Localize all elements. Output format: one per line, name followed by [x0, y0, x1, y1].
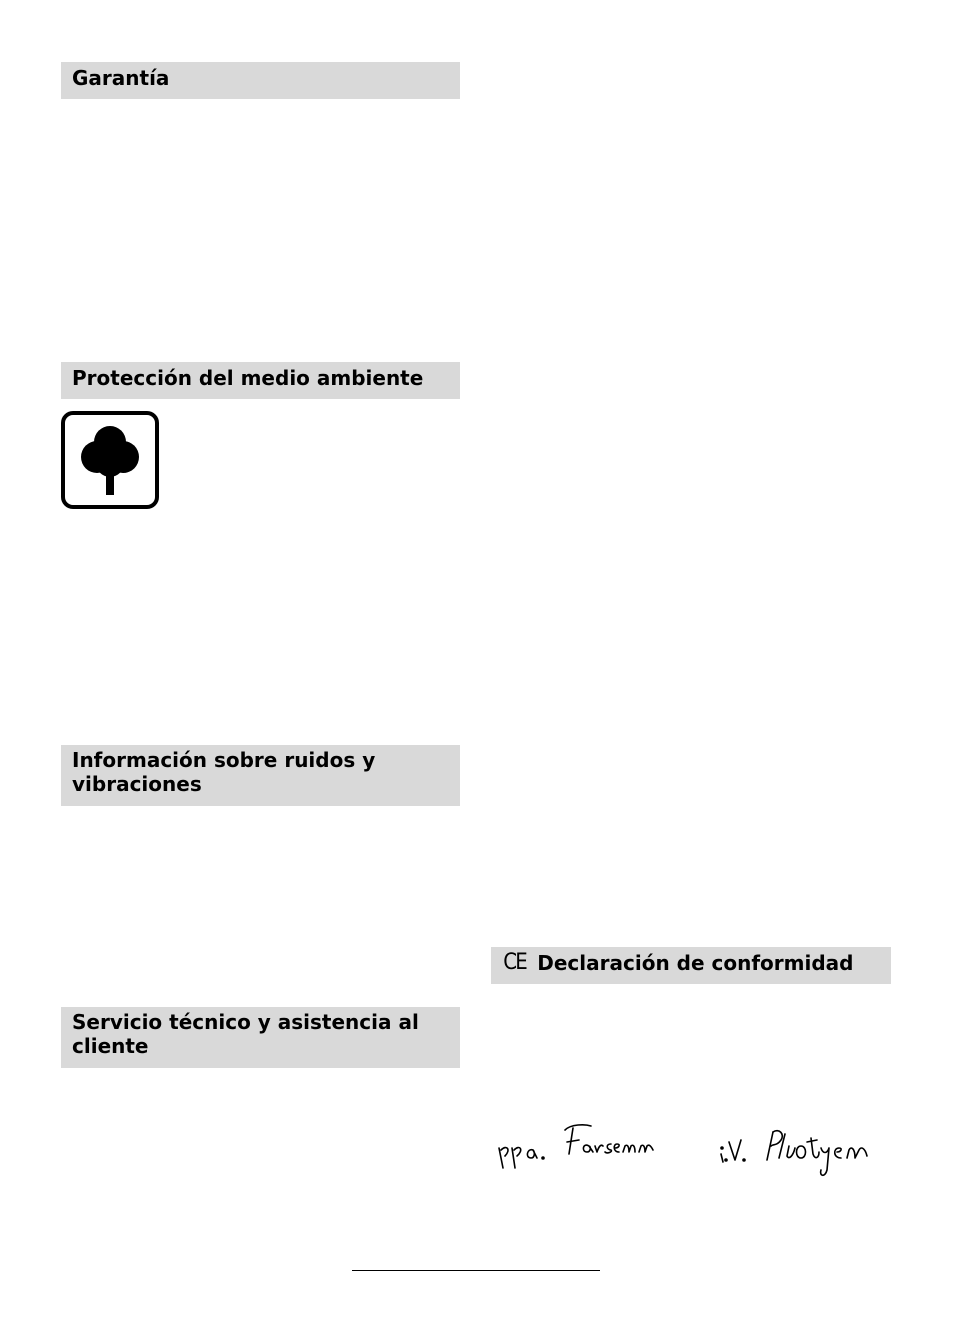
conformidad-label: Declaración de conformidad — [537, 951, 854, 975]
footer-rule — [352, 1270, 600, 1271]
section-heading-garantia: Garantía — [61, 62, 460, 99]
section-heading-ruidos: Información sobre ruidos y vibraciones — [61, 745, 460, 806]
tree-icon — [61, 411, 159, 509]
section-heading-servicio: Servicio técnico y asistencia al cliente — [61, 1007, 460, 1068]
section-heading-medio-ambiente: Protección del medio ambiente — [61, 362, 460, 399]
signature-left — [493, 1118, 663, 1178]
ce-mark: CE — [503, 950, 527, 975]
section-heading-conformidad — [491, 947, 891, 984]
signature-right — [715, 1120, 890, 1182]
